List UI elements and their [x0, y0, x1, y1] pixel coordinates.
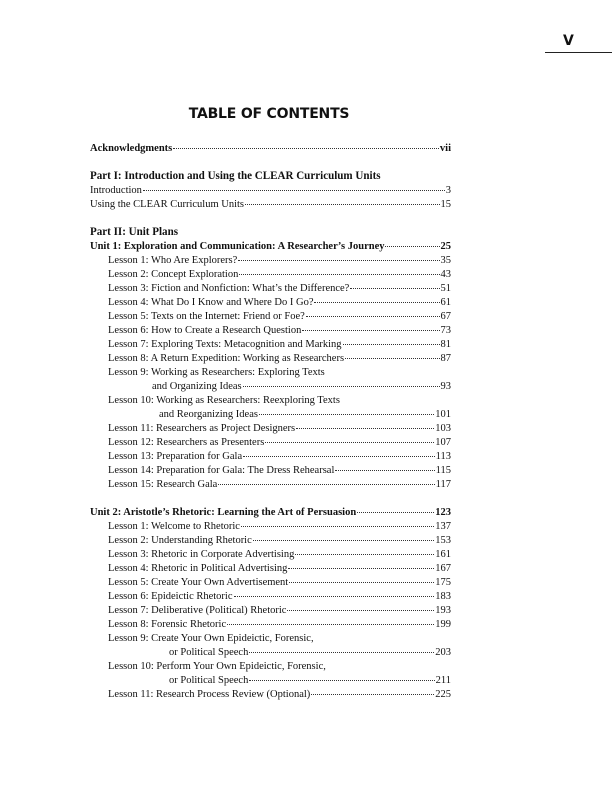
- entry-title: Lesson 8: Forensic Rhetoric: [108, 619, 227, 630]
- dot-leader: [311, 694, 434, 695]
- entry-title: Lesson 12: Researchers as Presenters: [108, 437, 265, 448]
- entry-title: Lesson 8: A Return Expedition: Working as Researchers: [108, 353, 345, 364]
- entry-page: 123: [435, 507, 451, 518]
- toc-entry-unit1-lesson-10-line2[interactable]: [159, 408, 451, 422]
- entry-page: 175: [435, 577, 451, 588]
- entry-title: Lesson 13: Preparation for Gala: [108, 451, 243, 462]
- dot-leader: [265, 442, 434, 443]
- toc-entry-unit1-lesson-1[interactable]: [108, 254, 451, 268]
- entry-title: Lesson 1: Who Are Explorers?: [108, 255, 238, 266]
- entry-page: 15: [440, 199, 451, 210]
- entry-page: 183: [435, 591, 451, 602]
- toc-entry-unit-1[interactable]: [90, 240, 451, 254]
- dot-leader: [345, 358, 439, 359]
- toc-entry-using-units[interactable]: [90, 198, 451, 212]
- entry-title: Unit 1: Exploration and Communication: A Researcher’s Journey: [90, 241, 385, 252]
- toc-entry-unit2-lesson-9-line2[interactable]: [169, 646, 451, 660]
- dot-leader: [238, 260, 439, 261]
- dot-leader: [295, 554, 434, 555]
- toc-entry-unit1-lesson-11[interactable]: [108, 422, 451, 436]
- toc-entry-unit2-lesson-7[interactable]: [108, 604, 451, 618]
- toc-entry-unit1-lesson-10-line1[interactable]: [108, 394, 451, 408]
- entry-page: 161: [435, 549, 451, 560]
- entry-title-continuation: and Reorganizing Ideas: [159, 409, 258, 420]
- dot-leader: [343, 344, 440, 345]
- dot-leader: [245, 204, 440, 205]
- dot-leader: [385, 246, 439, 247]
- entry-page: 199: [435, 619, 451, 630]
- entry-title: Acknowledgments: [90, 143, 173, 154]
- entry-title: Lesson 11: Researchers as Project Designers: [108, 423, 296, 434]
- entry-page: 101: [435, 409, 451, 420]
- toc-entry-unit1-lesson-14[interactable]: [108, 464, 451, 478]
- entry-title: Lesson 9: Working as Researchers: Exploring Texts: [108, 367, 325, 378]
- entry-title-continuation: or Political Speech: [169, 647, 249, 658]
- dot-leader: [249, 680, 434, 681]
- toc-entry-unit2-lesson-3[interactable]: [108, 548, 451, 562]
- part-2-heading: Part II: Unit Plans: [90, 224, 179, 238]
- toc-entry-unit2-lesson-5[interactable]: [108, 576, 451, 590]
- entry-page: 67: [440, 311, 451, 322]
- entry-title: Introduction: [90, 185, 142, 196]
- dot-leader: [227, 624, 434, 625]
- entry-title-continuation: and Organizing Ideas: [152, 381, 242, 392]
- dot-leader: [296, 428, 434, 429]
- dot-leader: [239, 274, 439, 275]
- toc-entry-unit2-lesson-2[interactable]: [108, 534, 451, 548]
- entry-title: Unit 2: Aristotle’s Rhetoric: Learning the Art of Persuasion: [90, 507, 357, 518]
- entry-title: Lesson 11: Research Process Review (Optional): [108, 689, 311, 700]
- dot-leader: [288, 568, 434, 569]
- entry-title: Lesson 9: Create Your Own Epideictic, Forensic,: [108, 633, 314, 644]
- entry-page: 153: [435, 535, 451, 546]
- entry-page: 117: [435, 479, 451, 490]
- part-1-heading: Part I: Introduction and Using the CLEAR Curriculum Units: [90, 168, 381, 182]
- dot-leader: [350, 288, 439, 289]
- toc-entry-unit2-lesson-11[interactable]: [108, 688, 451, 702]
- entry-page: 107: [435, 437, 451, 448]
- toc-entry-unit2-lesson-4[interactable]: [108, 562, 451, 576]
- toc-entry-unit1-lesson-13[interactable]: [108, 450, 451, 464]
- toc-entry-introduction[interactable]: [90, 184, 451, 198]
- page-number: V: [563, 33, 575, 49]
- entry-page: 203: [435, 647, 451, 658]
- toc-entry-unit2-lesson-9-line1[interactable]: [108, 632, 451, 646]
- entry-page: 73: [440, 325, 451, 336]
- dot-leader: [314, 302, 439, 303]
- entry-page: 3: [445, 185, 451, 196]
- toc-entry-unit2-lesson-8[interactable]: [108, 618, 451, 632]
- entry-page: 167: [435, 563, 451, 574]
- entry-page: 87: [440, 353, 451, 364]
- entry-title: Lesson 3: Fiction and Nonfiction: What’s the Difference?: [108, 283, 350, 294]
- entry-title: Lesson 5: Texts on the Internet: Friend or Foe?: [108, 311, 305, 322]
- entry-page: 137: [435, 521, 451, 532]
- toc-entry-unit2-lesson-1[interactable]: [108, 520, 451, 534]
- toc-entry-unit1-lesson-9-line2[interactable]: [152, 380, 451, 394]
- entry-title: Lesson 7: Exploring Texts: Metacognition and Marking: [108, 339, 342, 350]
- entry-title: Lesson 2: Understanding Rhetoric: [108, 535, 252, 546]
- page-number-rule: [545, 52, 612, 53]
- entry-title: Lesson 2: Concept Exploration: [108, 269, 239, 280]
- toc-entry-unit2-lesson-6[interactable]: [108, 590, 451, 604]
- entry-title: Lesson 4: Rhetoric in Political Advertising: [108, 563, 288, 574]
- entry-title: Lesson 5: Create Your Own Advertisement: [108, 577, 289, 588]
- dot-leader: [243, 456, 434, 457]
- entry-title: Lesson 10: Perform Your Own Epideictic, Forensic,: [108, 661, 326, 672]
- dot-leader: [253, 540, 434, 541]
- entry-title-continuation: or Political Speech: [169, 675, 249, 686]
- dot-leader: [289, 582, 434, 583]
- entry-page: 225: [435, 689, 451, 700]
- entry-title: Lesson 15: Research Gala: [108, 479, 218, 490]
- entry-title: Lesson 6: How to Create a Research Question: [108, 325, 302, 336]
- dot-leader: [306, 316, 440, 317]
- toc-title: TABLE OF CONTENTS: [188, 106, 350, 122]
- entry-title: Lesson 14: Preparation for Gala: The Dress Rehearsal: [108, 465, 335, 476]
- entry-page: 35: [440, 255, 451, 266]
- entry-page: 61: [440, 297, 451, 308]
- entry-title: Lesson 1: Welcome to Rhetoric: [108, 521, 240, 532]
- entry-page: 193: [435, 605, 451, 616]
- dot-leader: [173, 148, 439, 149]
- entry-title: Using the CLEAR Curriculum Units: [90, 199, 244, 210]
- dot-leader: [241, 526, 434, 527]
- entry-title: Lesson 7: Deliberative (Political) Rhetoric: [108, 605, 287, 616]
- toc-entry-unit1-lesson-12[interactable]: [108, 436, 451, 450]
- entry-title: Lesson 4: What Do I Know and Where Do I Go?: [108, 297, 314, 308]
- entry-page: 81: [440, 339, 451, 350]
- entry-title: Lesson 10: Working as Researchers: Reexploring Texts: [108, 395, 340, 406]
- toc-entry-unit1-lesson-9-line1[interactable]: [108, 366, 451, 380]
- entry-page: 103: [435, 423, 451, 434]
- entry-page: 25: [440, 241, 451, 252]
- entry-title: Lesson 3: Rhetoric in Corporate Advertising: [108, 549, 295, 560]
- toc-entry-unit1-lesson-7[interactable]: [108, 338, 451, 352]
- dot-leader: [335, 470, 434, 471]
- dot-leader: [143, 190, 445, 191]
- entry-page: 51: [440, 283, 451, 294]
- toc-entry-unit2-lesson-10-line1[interactable]: [108, 660, 451, 674]
- dot-leader: [259, 414, 434, 415]
- dot-leader: [243, 386, 440, 387]
- toc-entry-unit1-lesson-3[interactable]: [108, 282, 451, 296]
- toc-entry-unit1-lesson-4[interactable]: [108, 296, 451, 310]
- entry-page: 115: [435, 465, 451, 476]
- dot-leader: [357, 512, 434, 513]
- toc-entry-unit1-lesson-6[interactable]: [108, 324, 451, 338]
- toc-entry-unit-2[interactable]: [90, 506, 451, 520]
- dot-leader: [234, 596, 435, 597]
- entry-page: 113: [435, 451, 451, 462]
- entry-page: 211: [435, 675, 451, 686]
- entry-page: 93: [440, 381, 451, 392]
- dot-leader: [249, 652, 434, 653]
- toc-entry-unit1-lesson-5[interactable]: [108, 310, 451, 324]
- entry-title: Lesson 6: Epideictic Rhetoric: [108, 591, 233, 602]
- entry-page: 43: [440, 269, 451, 280]
- toc-entry-acknowledgments[interactable]: [90, 142, 451, 156]
- toc-entry-unit1-lesson-15[interactable]: [108, 478, 451, 492]
- toc-entry-unit2-lesson-10-line2[interactable]: [169, 674, 451, 688]
- dot-leader: [218, 484, 434, 485]
- dot-leader: [302, 330, 439, 331]
- toc-entry-unit1-lesson-2[interactable]: [108, 268, 451, 282]
- entry-page: vii: [439, 143, 451, 154]
- dot-leader: [287, 610, 434, 611]
- toc-entry-unit1-lesson-8[interactable]: [108, 352, 451, 366]
